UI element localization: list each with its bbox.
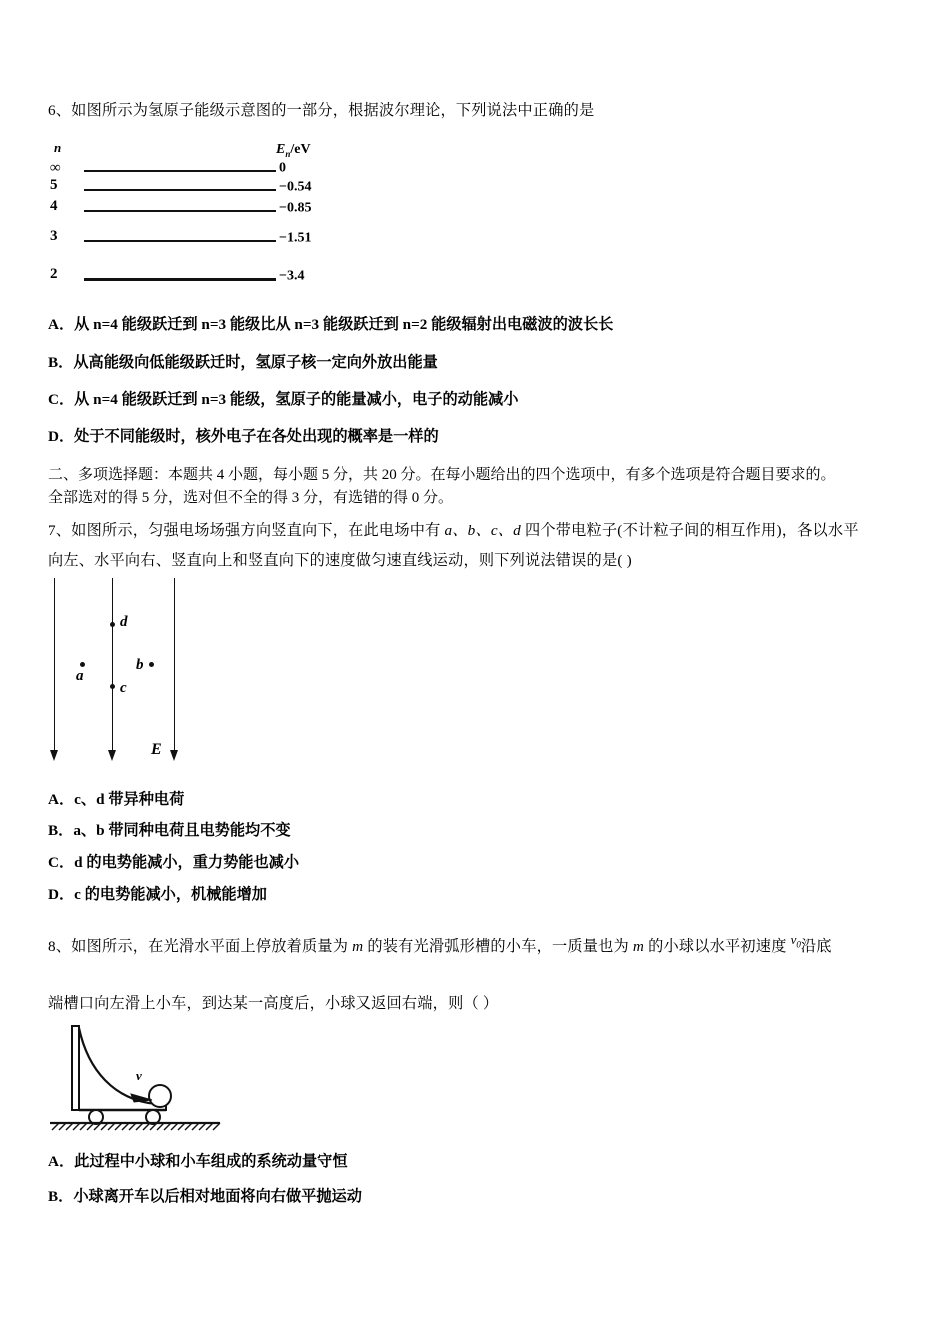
energy-level-value: −1.51 — [279, 230, 312, 246]
cart-with-curved-ramp-diagram — [48, 1022, 268, 1134]
q7-stem-part-b: 四个带电粒子(不计粒子间的相互作用)，各以水平 — [520, 522, 859, 539]
energy-level-n-label: 3 — [50, 227, 58, 244]
axis-label-unit: /eV — [290, 142, 311, 157]
question-6-stem: 6、如图所示为氢原子能级示意图的一部分，根据波尔理论，下列说法中正确的是 — [48, 102, 595, 119]
section-2-instructions-line1: 二、多项选择题：本题共 4 小题，每小题 5 分，共 20 分。在每小题给出的四个选项中，有多个选项是符合题目要求的。 — [48, 467, 836, 483]
q8-initial-velocity-symbol — [790, 932, 801, 950]
electric-field-diagram — [48, 578, 218, 783]
energy-level-n-label: ∞ — [50, 159, 61, 176]
field-line — [54, 578, 55, 756]
q8-v-subscript: 0 — [796, 939, 801, 950]
energy-level-n-label: 4 — [50, 197, 58, 214]
q7-option-c-label: C． — [48, 854, 75, 871]
energy-level-line — [84, 170, 276, 172]
question-7-stem-line1 — [48, 520, 859, 543]
q8-stem-part-a: 8、如图所示，在光滑水平面上停放着质量为 — [48, 938, 353, 955]
energy-level-value: 0 — [279, 160, 286, 176]
q7-option-b-text: a、b 带同种电荷且电势能均不变 — [73, 822, 291, 839]
field-strength-label: E — [151, 741, 162, 758]
question-8-stem-line2: 端槽口向左滑上小车，到达某一高度后，小球又返回右端，则（ ） — [48, 995, 499, 1012]
q8-stem-part-d: 沿底 — [800, 938, 832, 955]
q6-option-d-label: D． — [48, 428, 75, 445]
q6-option-c-label: C． — [48, 391, 75, 408]
q7-stem-part-a: 7、如图所示，匀强电场场强方向竖直向下，在此电场中有 — [48, 522, 445, 539]
hydrogen-energy-level-diagram — [48, 142, 348, 287]
q6-option-b-text: 从高能级向低能级跃迁时，氢原子核一定向外放出能量 — [73, 354, 438, 371]
q6-option-a[interactable] — [48, 314, 613, 337]
field-line — [174, 578, 175, 756]
energy-level-value: −0.85 — [279, 200, 312, 216]
q7-option-d-label: D． — [48, 886, 75, 903]
charge-point-b-label: b — [136, 657, 144, 673]
q8-mass-symbol-2: m — [632, 938, 645, 955]
q8-stem-part-b: 的装有光滑弧形槽的小车，一质量也为 — [363, 938, 633, 955]
q7-option-a-label: A． — [48, 791, 75, 808]
q7-option-a-text: c、d 带异种电荷 — [74, 791, 185, 808]
energy-diagram-axis-label — [276, 142, 311, 159]
q7-option-a[interactable] — [48, 789, 184, 812]
q8-option-a-label: A． — [48, 1153, 75, 1170]
energy-level-n-label: 2 — [50, 265, 58, 282]
q8-stem-part-c: 的小球以水平初速度 — [644, 938, 791, 955]
cart-diagram-svg — [48, 1022, 268, 1134]
q7-option-d[interactable] — [48, 884, 267, 907]
q8-option-b-label: B． — [48, 1188, 74, 1205]
energy-diagram-n-header: n — [54, 140, 62, 155]
q7-option-b[interactable] — [48, 820, 291, 843]
q6-option-c-text: 从 n=4 能级跃迁到 n=3 能级，氢原子的能量减小，电子的动能减小 — [74, 391, 519, 408]
ball — [149, 1085, 171, 1107]
q7-option-c-text: d 的电势能减小，重力势能也减小 — [74, 854, 300, 871]
q8-option-b[interactable] — [48, 1186, 362, 1209]
q7-option-b-label: B． — [48, 822, 74, 839]
question-8-stem-line1 — [48, 932, 832, 959]
energy-level-line — [84, 210, 276, 212]
axis-label-sub: n — [285, 148, 291, 159]
axis-label-E: E — [276, 142, 286, 157]
energy-level-value: −0.54 — [279, 179, 312, 195]
section-2-instructions-line2: 全部选对的得 5 分，选对但不全的得 3 分，有选错的得 0 分。 — [48, 490, 454, 506]
energy-level-n-label: 5 — [50, 176, 58, 193]
q6-option-d[interactable] — [48, 426, 439, 449]
q6-option-a-label: A． — [48, 316, 75, 333]
charge-point-d-dot — [110, 622, 115, 627]
field-arrow-icon — [170, 750, 178, 761]
q8-mass-symbol-1: m — [352, 938, 364, 955]
q8-v-glyph: v — [790, 932, 797, 947]
question-7-stem-line2: 向左、水平向右、竖直向上和竖直向下的速度做匀速直线运动，则下列说法错误的是( ) — [48, 552, 632, 569]
cart-curved-groove — [79, 1028, 156, 1104]
charge-point-c-dot — [110, 684, 115, 689]
q6-option-c[interactable] — [48, 389, 518, 412]
q7-option-c[interactable] — [48, 852, 299, 875]
field-line — [112, 578, 113, 756]
q6-option-b[interactable] — [48, 352, 438, 375]
q8-option-a[interactable] — [48, 1151, 348, 1174]
cart-back-wall — [72, 1026, 79, 1110]
charge-point-c-label: c — [120, 680, 127, 696]
field-arrow-icon — [108, 750, 116, 761]
field-arrow-icon — [50, 750, 58, 761]
energy-level-line — [84, 240, 276, 242]
q8-option-b-text: 小球离开车以后相对地面将向右做平抛运动 — [73, 1188, 362, 1205]
energy-level-line — [84, 278, 276, 281]
charge-point-a-dot — [80, 662, 85, 667]
q8-option-a-text: 此过程中小球和小车组成的系统动量守恒 — [74, 1153, 348, 1170]
q6-option-d-text: 处于不同能级时，核外电子在各处出现的概率是一样的 — [74, 428, 439, 445]
q7-option-d-text: c 的电势能减小，机械能增加 — [74, 886, 267, 903]
velocity-label: v — [136, 1068, 142, 1083]
q6-option-a-text: 从 n=4 能级跃迁到 n=3 能级比从 n=3 能级跃迁到 n=2 能级辐射出电磁波的波长长 — [74, 316, 614, 333]
charge-point-d-label: d — [120, 614, 128, 630]
q6-option-b-label: B． — [48, 354, 74, 371]
energy-level-value: −3.4 — [279, 268, 305, 284]
charge-point-b-dot — [149, 662, 154, 667]
charge-point-a-label: a — [76, 668, 84, 684]
q7-stem-variables: a、b、c、d — [444, 522, 521, 539]
energy-level-line — [84, 189, 276, 191]
